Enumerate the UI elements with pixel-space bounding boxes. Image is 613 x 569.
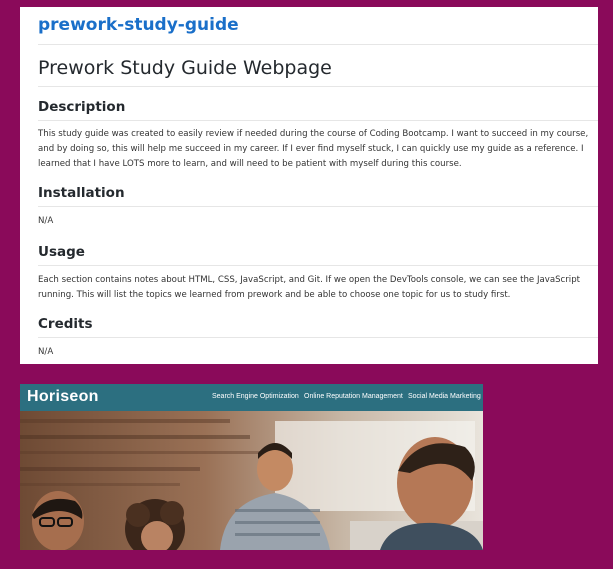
credits-text: N/A bbox=[38, 347, 54, 357]
horiseon-logo[interactable]: Horiseon bbox=[27, 388, 99, 405]
divider bbox=[38, 265, 598, 266]
horiseon-screenshot bbox=[20, 384, 483, 550]
page-title: Prework Study Guide Webpage bbox=[38, 57, 332, 79]
divider bbox=[38, 206, 598, 207]
nav-link-reputation[interactable]: Online Reputation Management bbox=[304, 393, 403, 400]
description-text: This study guide was created to easily review if needed during the course of Coding Bootcamp. I want to succeed in my course, and by doing so, this will help me succeed in my career. If I ever find myself stuck, I can quickly use my guide as a reference. I learned that I have LOTS more to learn, and will need to be patient with myself during this course. bbox=[38, 129, 589, 169]
section-heading-usage: Usage bbox=[38, 244, 85, 260]
divider bbox=[38, 86, 598, 87]
repo-title-link[interactable]: prework-study-guide bbox=[38, 15, 239, 35]
divider bbox=[38, 120, 598, 121]
section-heading-description: Description bbox=[38, 99, 126, 115]
divider bbox=[38, 337, 598, 338]
installation-text: N/A bbox=[38, 216, 54, 226]
site-navbar bbox=[20, 384, 483, 411]
divider bbox=[38, 44, 598, 45]
nav-link-social-media[interactable]: Social Media Marketing bbox=[408, 393, 481, 400]
hero-photo bbox=[20, 411, 483, 550]
usage-text: Each section contains notes about HTML, CSS, JavaScript, and Git. If we open the DevTools console, we can see the JavaScript running. This will list the topics we learned from prework and be able to choose one topic for us to study first. bbox=[38, 275, 581, 300]
section-heading-credits: Credits bbox=[38, 316, 93, 332]
nav-link-seo[interactable]: Search Engine Optimization bbox=[212, 393, 299, 400]
section-heading-installation: Installation bbox=[38, 185, 125, 201]
readme-panel bbox=[20, 7, 598, 364]
